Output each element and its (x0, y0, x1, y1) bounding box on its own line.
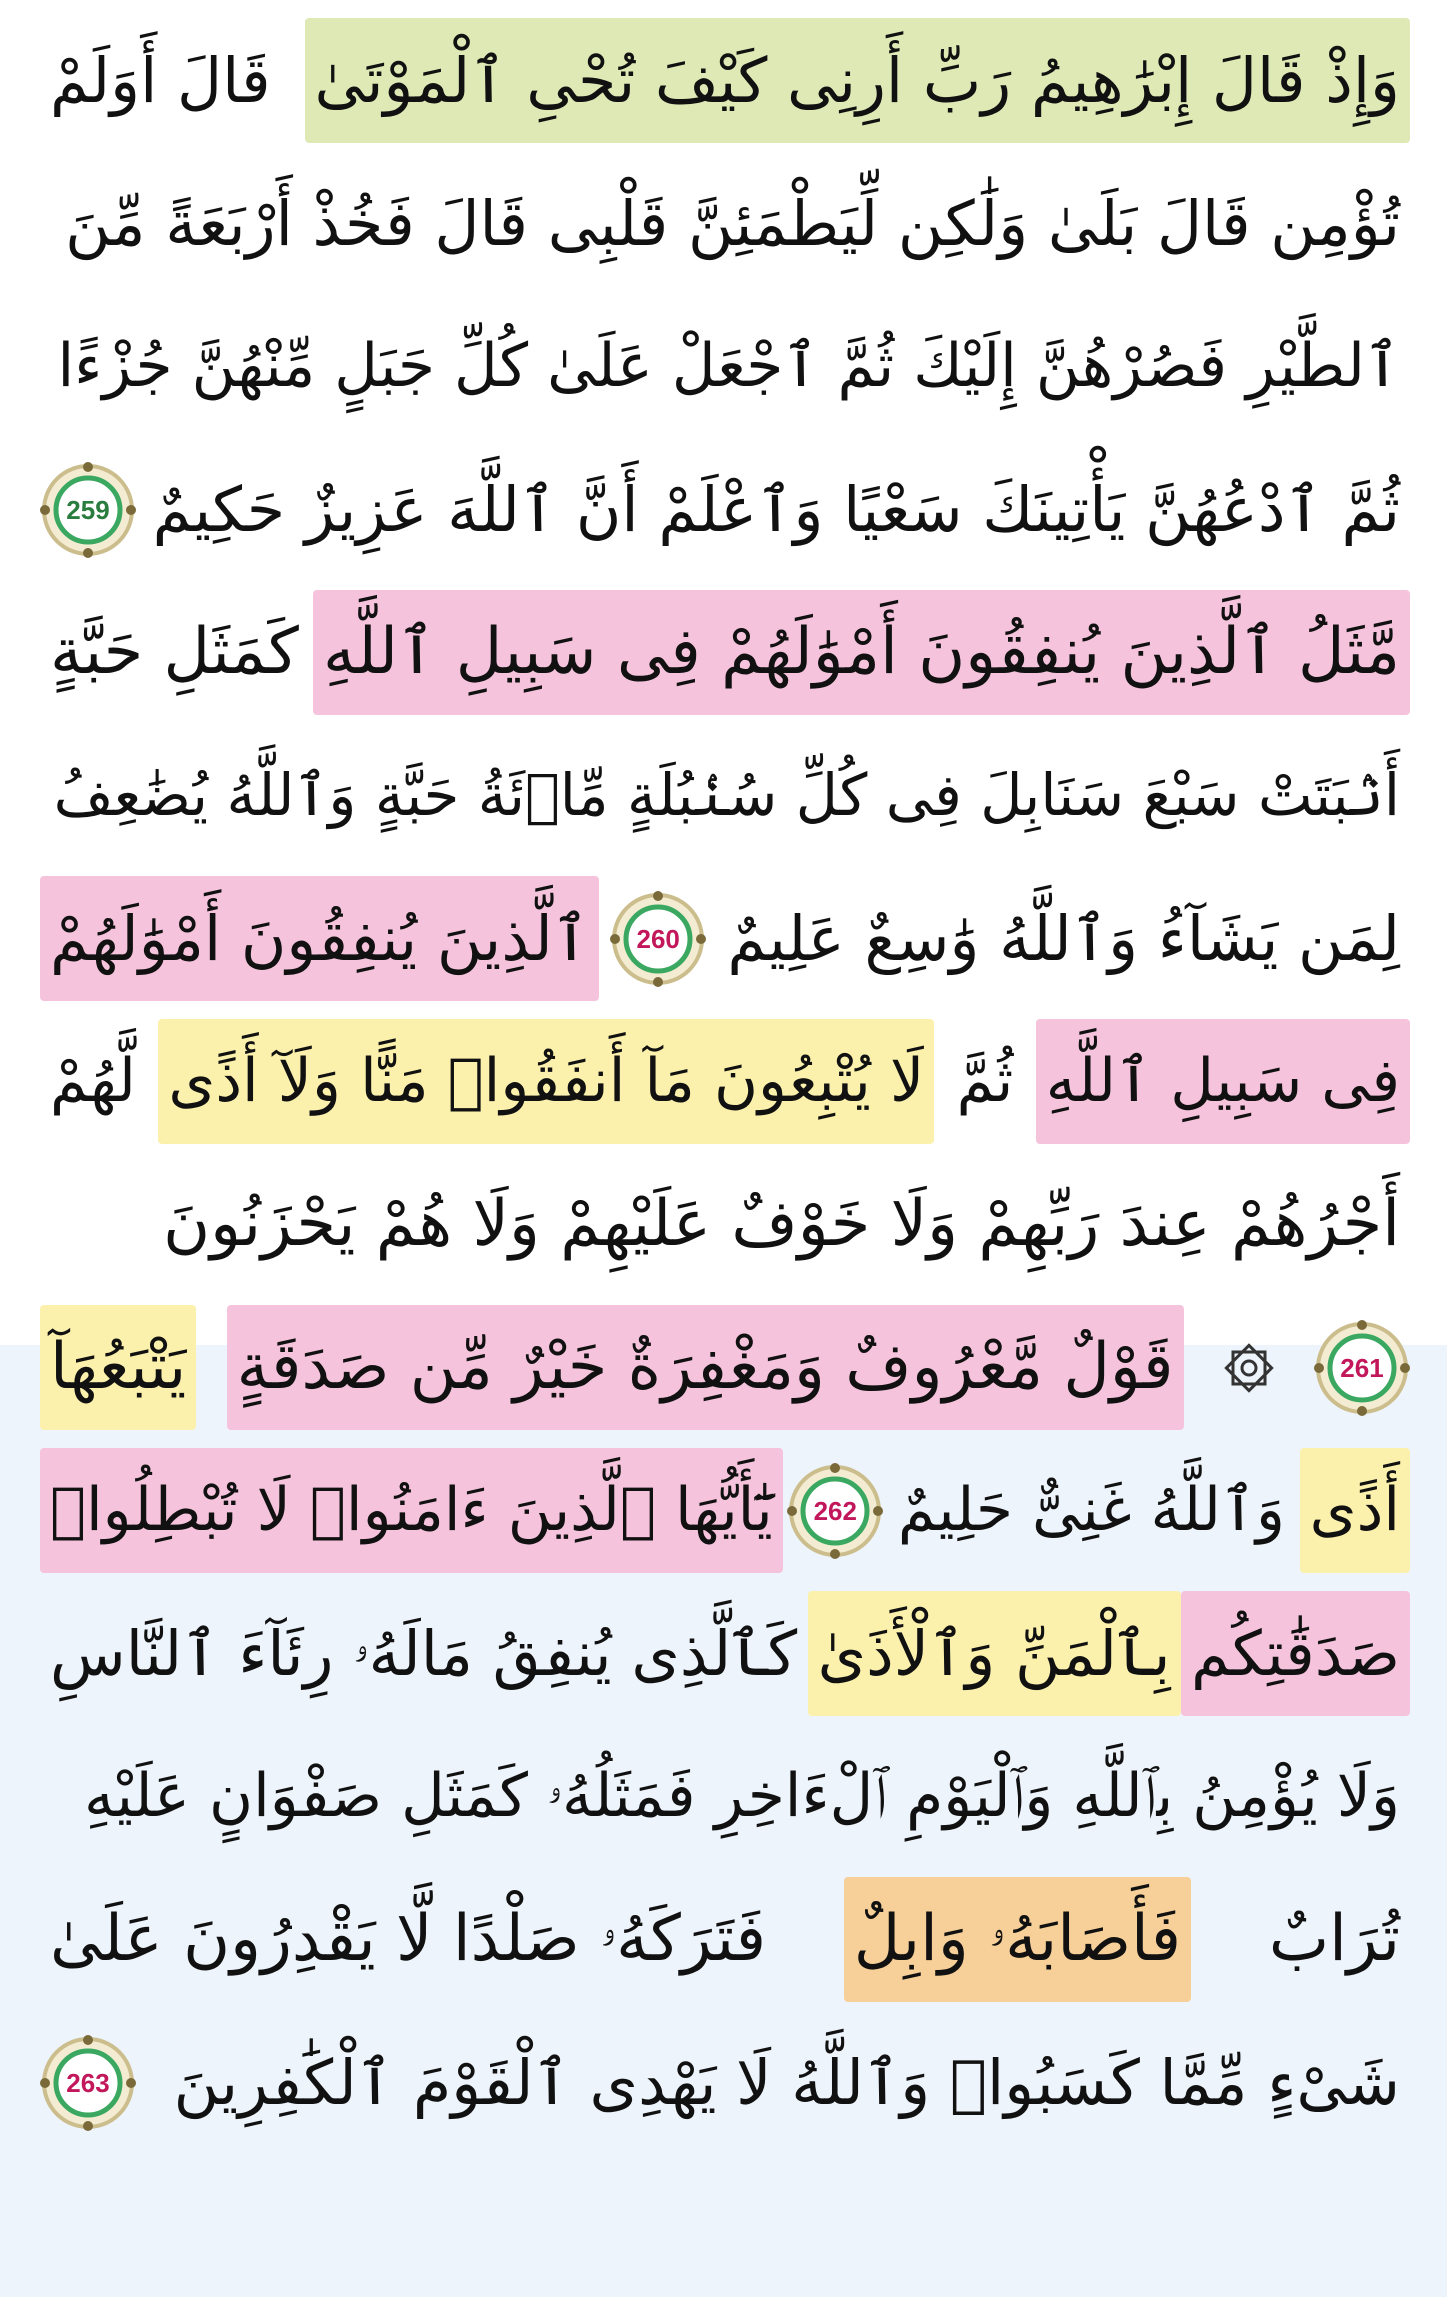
ayah-number: 262 (813, 1495, 857, 1526)
highlighted-phrase: فَأَصَابَهُۥ وَابِلٌ (844, 1877, 1191, 2002)
ayah-number: 263 (66, 2067, 110, 2098)
ayah-number: 259 (66, 494, 110, 525)
highlighted-phrase: بِٱلْمَنِّ وَٱلْأَذَىٰ (808, 1591, 1181, 1716)
verse-text: ثُمَّ (956, 1046, 1014, 1116)
highlighted-phrase: يَتْبَعُهَآ (40, 1305, 196, 1430)
verse-text: شَىْءٍ مِّمَّا كَسَبُوا۟ وَٱللَّهُ لَا يَهْدِى ٱلْقَوْمَ ٱلْكَٰفِرِينَ (173, 2046, 1400, 2119)
highlighted-phrase: قَوْلٌ مَّعْرُوفٌ وَمَغْفِرَةٌ خَيْرٌ مِّن صَدَقَةٍ (227, 1305, 1184, 1430)
ayah-number: 261 (1340, 1352, 1384, 1383)
ayah-number: 260 (636, 923, 680, 954)
verse-line (40, 876, 1410, 1001)
verse-text: كَمَثَلِ حَبَّةٍ (50, 615, 299, 689)
ayah-number-marker (40, 462, 136, 558)
verse-line (40, 1591, 1410, 1716)
highlighted-phrase: وَإِذْ قَالَ إِبْرَٰهِيمُ رَبِّ أَرِنِى كَيْفَ تُحْىِ ٱلْمَوْتَىٰ (305, 18, 1410, 143)
verse-line (40, 733, 1410, 858)
rub-el-hizb-icon (1214, 1333, 1284, 1403)
verse-line (40, 18, 1410, 143)
verse-line (40, 161, 1410, 286)
verse-text: لِمَن يَشَآءُ وَٱللَّهُ وَٰسِعٌ عَلِيمٌ (727, 902, 1400, 975)
verse-text: قَالَ أَوَلَمْ (50, 44, 271, 117)
verse-line (40, 304, 1410, 429)
ayah-number-marker (40, 2035, 136, 2131)
verse-line (40, 590, 1410, 715)
verse-line (40, 1877, 1410, 2002)
verse-text: كَٱلَّذِى يُنفِقُ مَالَهُۥ رِئَآءَ ٱلنَّاسِ (50, 1617, 798, 1690)
highlighted-phrase: ٱلَّذِينَ يُنفِقُونَ أَمْوَٰلَهُمْ (40, 876, 599, 1001)
verse-text: ٱلطَّيْرِ فَصُرْهُنَّ إِلَيْكَ ثُمَّ ٱجْعَلْ عَلَىٰ كُلِّ جَبَلٍ مِّنْهُنَّ جُزْءًا (57, 331, 1400, 401)
highlighted-phrase: فِى سَبِيلِ ٱللَّهِ (1036, 1019, 1410, 1144)
highlighted-phrase: أَذًى (1300, 1448, 1410, 1573)
verse-line (40, 447, 1410, 572)
verse-line (40, 1019, 1410, 1144)
verse-text: تُؤْمِن قَالَ بَلَىٰ وَلَٰكِن لِّيَطْمَئِنَّ قَلْبِى قَالَ فَخُذْ أَرْبَعَةً مِّنَ (65, 187, 1400, 260)
highlighted-phrase: مَّثَلُ ٱلَّذِينَ يُنفِقُونَ أَمْوَٰلَهُمْ فِى سَبِيلِ ٱللَّهِ (313, 590, 1410, 715)
verse-line (40, 1162, 1410, 1287)
verse-text: وَٱللَّهُ غَنِىٌّ حَلِيمٌ (897, 1475, 1285, 1545)
verse-text: تُرَابٌ (1268, 1902, 1400, 1976)
highlighted-phrase: لَا يُتْبِعُونَ مَآ أَنفَقُوا۟ مَنًّا وَلَآ أَذًى (158, 1019, 934, 1144)
verse-text: أَنۢبَتَتْ سَبْعَ سَنَابِلَ فِى كُلِّ سُنۢبُلَةٍ مِّا۟ئَةُ حَبَّةٍ وَٱللَّهُ يُضَٰعِفُ (53, 761, 1400, 829)
ayah-number-marker (1314, 1320, 1410, 1416)
verse-line (40, 2020, 1410, 2145)
verse-text: لَّهُمْ (50, 1046, 136, 1116)
verse-line (40, 1448, 1410, 1573)
verse-text: فَتَرَكَهُۥ صَلْدًا لَّا يَقْدِرُونَ عَلَىٰ (50, 1902, 767, 1976)
verse-text: وَلَا يُؤْمِنُ بِٱللَّهِ وَٱلْيَوْمِ ٱلْءَاخِرِ فَمَثَلُهُۥ كَمَثَلِ صَفْوَانٍ عَلَيْهِ (84, 1761, 1400, 1831)
verse-line (40, 1734, 1410, 1859)
highlighted-phrase: يَٰٓأَيُّهَا ٱلَّذِينَ ءَامَنُوا۟ لَا تُبْطِلُوا۟ (40, 1448, 783, 1573)
ayah-number-marker (787, 1463, 883, 1559)
ayah-number-marker (610, 891, 706, 987)
verse-line (40, 1305, 1410, 1430)
highlighted-phrase: صَدَقَٰتِكُم (1181, 1591, 1410, 1716)
verse-text: أَجْرُهُمْ عِندَ رَبِّهِمْ وَلَا خَوْفٌ عَلَيْهِمْ وَلَا هُمْ يَحْزَنُونَ (163, 1187, 1400, 1261)
verse-text: ثُمَّ ٱدْعُهُنَّ يَأْتِينَكَ سَعْيًا وَٱعْلَمْ أَنَّ ٱللَّهَ عَزِيزٌ حَكِيمٌ (152, 473, 1400, 546)
